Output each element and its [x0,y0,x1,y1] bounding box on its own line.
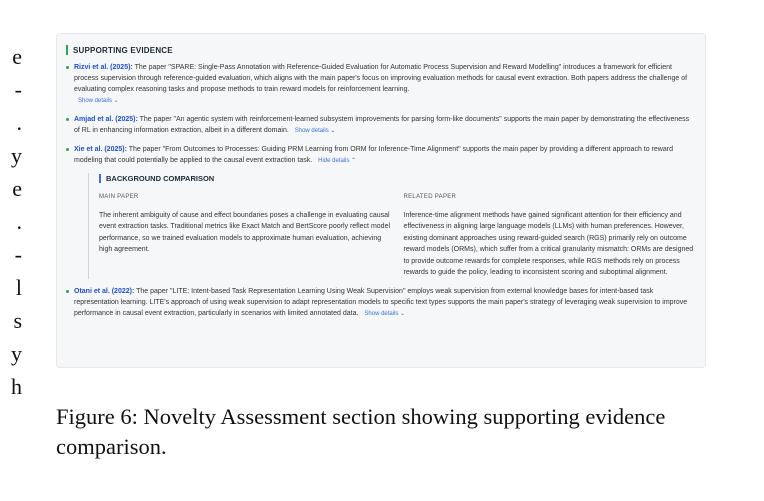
edge-letter: l [15,275,22,300]
bullet-icon [66,148,69,151]
edge-letter: - [14,77,22,102]
hide-details-toggle[interactable]: Hide details ⌃ [318,158,357,164]
section-title: SUPPORTING EVIDENCE [73,45,173,55]
author-link[interactable]: Amjad et al. (2025): [74,116,138,123]
related-paper-column [404,192,697,279]
author-link[interactable]: Otani et al. (2022): [74,287,135,295]
edge-letter: y [11,341,22,366]
background-accent-bar [99,174,101,183]
edge-letter: - [14,242,22,267]
edge-letter: . [16,209,22,234]
evidence-item [66,144,696,279]
section-accent-bar [66,45,68,55]
supporting-evidence-card [56,33,706,368]
bullet-icon [66,118,69,121]
comparison-columns [99,192,696,279]
main-paper-label: MAIN PAPER [99,194,139,200]
evidence-item [66,62,696,107]
main-paper-text: The inherent ambiguity of cause and effect boundaries poses a challenge in evaluating causal event extraction tasks. Traditional metrics like Exact Match and BertScore poorly reflect model performance, so we trained evaluation models to approximate human evaluation, achieving high agreement. [99,211,391,253]
background-title: BACKGROUND COMPARISON [106,174,215,183]
evidence-text: The paper "LITE: Intent-based Task Representation Learning Using Weak Supervision" employs weak supervision from external knowledge bases for intent-based task representation learning. LITE's approach of using weak supervision to adapt representation models to specific text types supports the main paper's strategy of leveraging weak supervision to improve performance in causal event extraction, particularly in scenarios with limited annotated data. [74,287,688,317]
edge-letter: h [11,374,22,399]
show-details-toggle[interactable]: Show details ⌄ [364,310,406,317]
edge-letter: . [16,110,22,135]
main-paper-column [99,192,392,279]
edge-letter: e [12,176,22,201]
edge-letter: y [11,143,22,168]
figure-caption: Figure 6: Novelty Assessment section showing supporting evidence comparison. [56,404,666,459]
author-link[interactable]: Rizvi et al. (2025): [74,64,133,71]
edge-letter: e [12,44,22,69]
evidence-item [66,286,696,320]
evidence-text: The paper "From Outcomes to Processes: Guiding PRM Learning from ORM for Inference-Time Alignment" supports the main paper by providing a different approach to reward modeling that could potentially be applied to the causal event extraction task. [74,146,673,164]
related-paper-text: Inference-time alignment methods have gained significant attention for their efficiency and effectiveness in aligning large language models (LLMs) with human preferences. However, existing dominant approaches using reward-guided search (RGS) primarily rely on outcome reward models (ORMs), which suffer from a critical granularity mismatch: ORMs are designed to provide outcome rewards for complete responses, while RGS methods rely on process rewards to guide the policy, leading to inconsistent scoring and suboptimal alignment. [403,211,694,276]
background-header [99,173,696,184]
bullet-icon [66,290,69,293]
background-comparison [88,173,696,279]
author-link[interactable]: Xie et al. (2025): [74,146,127,153]
show-details-toggle[interactable]: Show details ⌄ [78,98,119,104]
bullet-icon [66,66,69,69]
evidence-text: The paper "SPARE: Single-Pass Annotation with Reference-Guided Evaluation for Automatic Process Supervision and Reward Modelling" introduces a framework for efficient process supervision through reference-guided evaluation, which aligns with the main paper's focus on improving evaluation methods for causal event extraction. Both papers address the challenge of evaluating complex reasoning tasks and propose methods to train reward models for reinforcement learning. [74,64,688,93]
section-header [66,44,696,56]
show-details-toggle[interactable]: Show details ⌄ [294,128,336,134]
related-paper-label: RELATED PAPER [403,194,457,200]
edge-letter: s [13,308,22,333]
evidence-item [66,114,696,137]
cropped-text-column [0,40,22,403]
evidence-text: The paper "An agentic system with reinforcement-learned subsystem improvements for parsing form-like documents" supports the main paper by demonstrating the effectiveness of RL in enhancing information extraction, albeit in a different domain. [74,116,690,134]
